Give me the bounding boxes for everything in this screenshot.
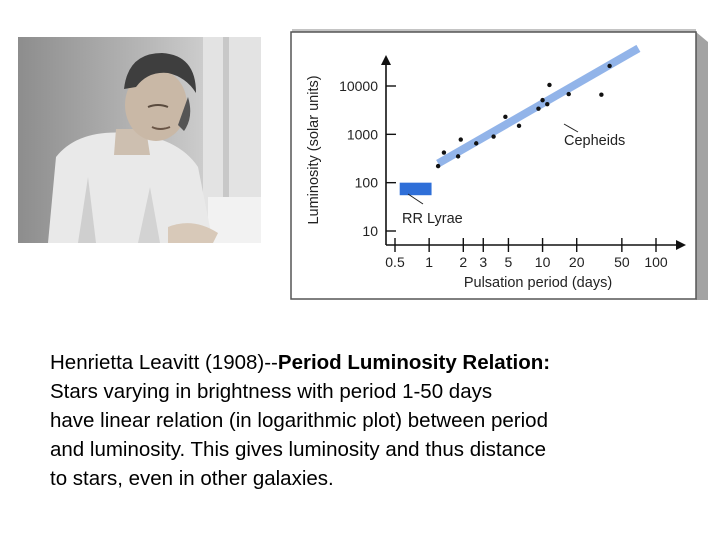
chart-svg	[290, 29, 708, 300]
cepheid-point	[536, 106, 540, 110]
x-tick-label-5: 5	[504, 254, 513, 270]
y-tick-label-1000: 1000	[346, 126, 378, 143]
y-tick-label-100: 100	[354, 174, 378, 191]
cepheid-point	[517, 124, 521, 128]
caption-text	[50, 348, 690, 493]
cepheids-annotation: Cepheids	[564, 133, 626, 149]
cepheid-point	[567, 92, 571, 96]
portrait-photo-icon	[18, 37, 261, 243]
cepheid-point	[607, 64, 611, 68]
y-tick-label-10: 10	[362, 223, 378, 239]
rr-lyrae-annotation: RR Lyrae	[402, 211, 463, 227]
panel-side-shadow	[696, 32, 708, 300]
caption-line-3: have linear relation (in logarithmic plot) between period	[50, 409, 548, 432]
y-axis-label: Luminosity (solar units)	[306, 75, 322, 225]
leavitt-portrait-photo	[18, 37, 261, 243]
cepheid-point	[436, 164, 440, 168]
x-tick-label-0.5: 0.5	[385, 254, 405, 270]
x-tick-label-10: 10	[534, 254, 551, 270]
caption-attribution: Henrietta Leavitt (1908)--	[50, 351, 278, 374]
x-tick-label-100: 100	[644, 254, 668, 270]
caption-heading: Period Luminosity Relation:	[277, 351, 551, 374]
cepheid-point	[540, 98, 544, 102]
x-axis-label: Pulsation period (days)	[463, 275, 613, 291]
caption-line-5: to stars, even in other galaxies.	[50, 467, 334, 490]
cepheid-point	[456, 154, 460, 158]
cepheid-point	[474, 141, 478, 145]
rr-lyrae-region	[400, 183, 432, 196]
y-tick-label-10000: 10000	[339, 78, 378, 94]
x-tick-label-20: 20	[568, 254, 585, 270]
caption-line-4: and luminosity. This gives luminosity and thus distance	[50, 438, 547, 461]
cepheid-point	[442, 150, 446, 154]
cepheid-point	[491, 134, 495, 138]
x-tick-label-50: 50	[614, 254, 630, 270]
caption-line-2: Stars varying in brightness with period 1-50 days	[50, 380, 493, 403]
x-tick-label-1: 1	[425, 254, 434, 270]
x-tick-label-3: 3	[479, 254, 488, 270]
cepheid-point	[599, 93, 603, 97]
x-tick-label-2: 2	[459, 254, 468, 270]
period-luminosity-chart	[290, 29, 708, 300]
cepheid-point	[545, 102, 549, 106]
panel-face	[291, 32, 696, 299]
cepheid-point	[459, 137, 463, 141]
caption-line-1	[50, 348, 690, 377]
cepheid-point	[503, 115, 507, 119]
cepheid-point	[547, 83, 551, 87]
